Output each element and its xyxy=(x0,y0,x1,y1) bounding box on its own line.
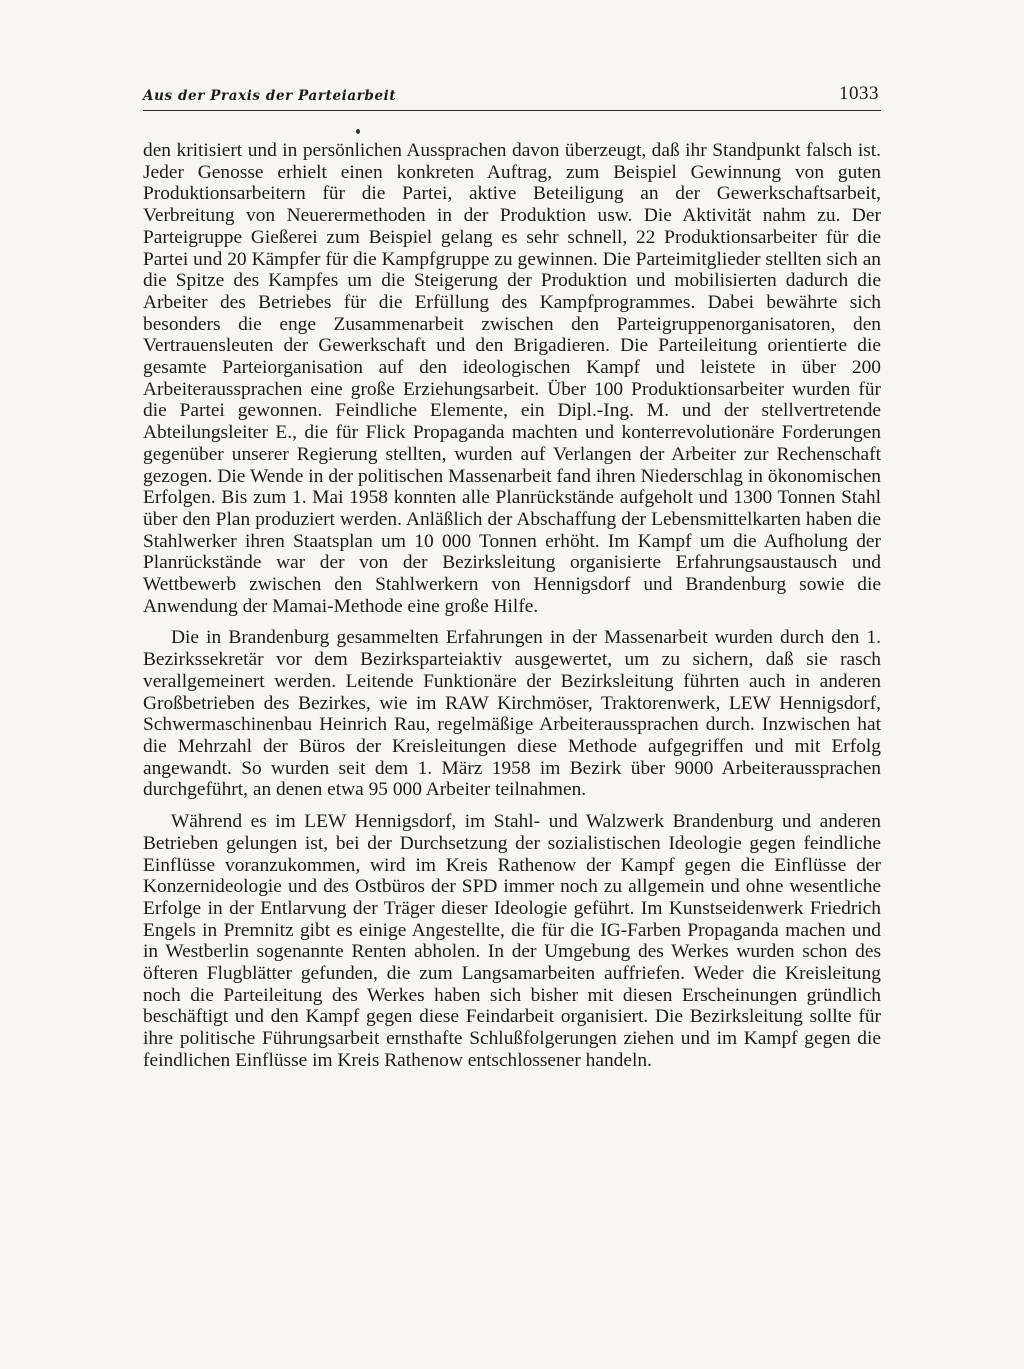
paragraph-2: Die in Brandenburg gesammelten Erfahrungen in der Massenarbeit wurden durch den 1. Bezirkssekretär vor dem Bezirksparteiaktiv ausgewertet, um zu sichern, daß sie rasch verallgemeinert werden. Leitende Funktionäre der Bezirksleitung führten auch in anderen Großbetrieben des Bezirkes, wie im RAW Kirchmöser, Traktorenwerk, LEW Hennigsdorf, Schwermaschinenbau Heinrich Rau, regelmäßige Arbeiteraussprachen durch. Inzwischen hat die Mehrzahl der Büros der Kreisleitungen diese Methode aufgegriffen und mit Erfolg angewandt. So wurden seit dem 1. März 1958 im Bezirk über 9000 Arbeiteraussprachen durchgeführt, an denen etwa 95 000 Arbeiter teilnahmen. xyxy=(143,627,881,801)
header-title: Aus der Praxis der Parteiarbeit xyxy=(143,88,397,104)
paragraph-3: Während es im LEW Hennigsdorf, im Stahl- und Walzwerk Brandenburg und anderen Betrieben gelungen ist, bei der Durchsetzung der sozialistischen Ideologie gegen feindliche Einflüsse voranzukommen, wird im Kreis Rathenow der Kampf gegen die Einflüsse der Konzernideologie und des Ostbüros der SPD immer noch zu allgemein und ohne wesentliche Erfolge in der Entlarvung der Träger dieser Ideologie geführt. Im Kunstseidenwerk Friedrich Engels in Premnitz gibt es einige Angestellte, die für die IG-Farben Propaganda machen und in Westberlin sogenannte Renten abholen. In der Umgebung des Werkes wurden schon des öfteren Flugblätter gefunden, die zum Langsamarbeiten auffriefen. Weder die Kreisleitung noch die Parteileitung des Werkes haben sich bisher mit diesen Erscheinungen gründlich beschäftigt und den Kampf gegen diese Feindarbeit organisiert. Die Bezirksleitung sollte für ihre politische Führungsarbeit ernsthafte Schlußfolgerungen ziehen und im Kampf gegen die feindlichen Einflüsse im Kreis Rathenow entschlossener handeln. xyxy=(143,811,881,1071)
running-header xyxy=(143,83,881,111)
page-number: 1033 xyxy=(839,83,879,104)
body-text xyxy=(143,140,881,1072)
ink-speck xyxy=(356,129,360,134)
paragraph-1: den kritisiert und in persönlichen Aussprachen davon überzeugt, daß ihr Standpunkt falsch ist. Jeder Genosse erhielt einen konkreten Auftrag, zum Beispiel Gewinnung von guten Produktionsarbeitern für die Partei, aktive Beteiligung an der Gewerkschaftsarbeit, Verbreitung von Neuerermethoden in der Produktion usw. Die Aktivität nahm zu. Der Parteigruppe Gießerei zum Beispiel gelang es sehr schnell, 22 Produktionsarbeiter für die Partei und 20 Kämpfer für die Kampfgruppe zu gewinnen. Die Parteimitglieder stellten sich an die Spitze des Kampfes um die Steigerung der Produktion und mobilisierten dadurch die Arbeiter des Betriebes für die Erfüllung des Kampfprogrammes. Dabei bewährte sich besonders die enge Zusammenarbeit zwischen den Parteigruppenorganisatoren, den Vertrauensleuten der Gewerkschaft und den Brigadieren. Die Parteileitung orientierte die gesamte Parteiorganisation auf den ideologischen Kampf und leistete in über 200 Arbeiteraussprachen eine große Erziehungsarbeit. Über 100 Produktionsarbeiter wurden für die Partei gewonnen. Feindliche Elemente, ein Dipl.-Ing. M. und der stellvertretende Abteilungsleiter E., die für Flick Propaganda machten und konterrevolutionäre Forderungen gegenüber unserer Regierung stellten, wurden auf Verlangen der Arbeiter zur Rechenschaft gezogen. Die Wende in der politischen Massenarbeit fand ihren Niederschlag in ökonomischen Erfolgen. Bis zum 1. Mai 1958 konnten alle Planrückstände aufgeholt und 1300 Tonnen Stahl über den Plan produziert werden. Anläßlich der Abschaffung der Lebensmittelkarten haben die Stahlwerker ihren Staatsplan um 10 000 Tonnen erhöht. Im Kampf um die Aufholung der Planrückstände war der von der Bezirksleitung organisierte Erfahrungsaustausch und Wettbewerb zwischen den Stahlwerkern von Hennigsdorf und Brandenburg sowie die Anwendung der Mamai-Methode eine große Hilfe. xyxy=(143,140,881,617)
